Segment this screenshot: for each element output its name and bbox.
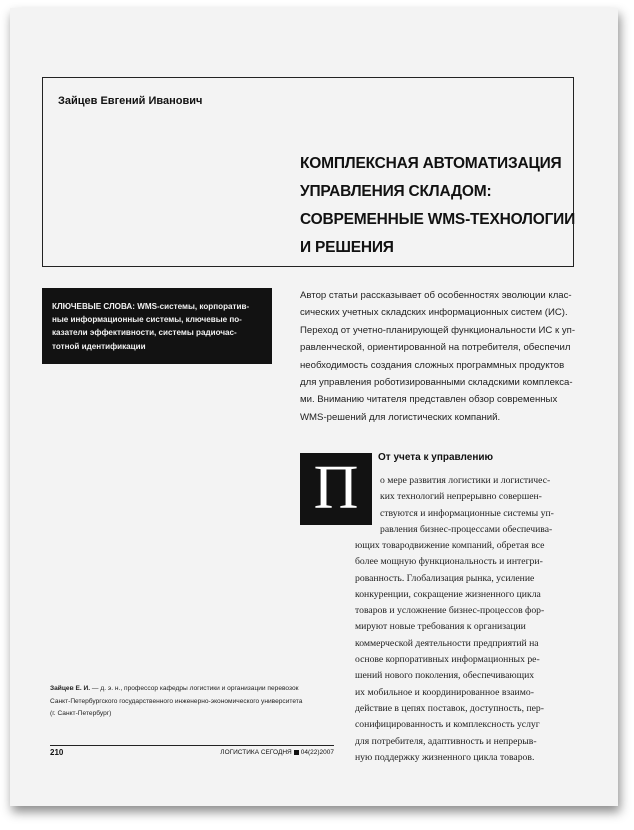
abstract-line: сических учетных складских информационных систем (ИС). — [300, 307, 568, 319]
body-line: для потребителя, адаптивность и непрерыв- — [355, 735, 537, 747]
title-line: И РЕШЕНИЯ — [300, 239, 394, 256]
keywords-box — [42, 288, 272, 364]
body-line: товаров и усложнение бизнес-процессов фор- — [355, 605, 545, 617]
bio-line: (г. Санкт-Петербург) — [50, 710, 112, 717]
abstract-line: для управления роботизированными складскими комплекса- — [300, 377, 573, 389]
body-line: о мере развития логистики и логистичес- — [380, 475, 551, 486]
bio-line — [50, 683, 340, 696]
abstract — [300, 287, 586, 426]
body-line: коммерческой деятельности предприятий на — [355, 637, 539, 649]
square-bullet-icon — [294, 750, 299, 755]
bio-line: Санкт-Петербургского государственного инженерно-экономического университета — [50, 697, 303, 705]
abstract-line: Автор статьи рассказывает об особенностях эволюции клас- — [300, 290, 572, 301]
author-name: Зайцев Евгений Иванович — [58, 95, 203, 107]
body-line: рованность. Глобализация рынка, усиление — [355, 572, 535, 584]
keywords-line: тотной идентификации — [52, 341, 146, 351]
keywords-line: казатели эффективности, системы радиочас- — [52, 328, 237, 338]
bio-name: Зайцев Е. И. — [50, 685, 91, 692]
body-line: их мобильное и координированное взаимо- — [355, 686, 534, 698]
abstract-line: Переход от учетно-планирующей функциональности ИС к уп- — [300, 324, 576, 336]
body-line: конкуренции, сокращение жизненного цикла — [355, 588, 541, 600]
abstract-line: WMS-решений для логистических компаний. — [300, 411, 501, 423]
article-title — [300, 150, 576, 262]
body-line: ствуются и информационные системы уп- — [380, 507, 554, 519]
body-line: равления бизнес-процессами обеспечива- — [380, 523, 553, 535]
title-line: СОВРЕМЕННЫЕ WMS-ТЕХНОЛОГИИ — [300, 211, 576, 228]
body-indented — [380, 473, 554, 538]
abstract-line: ми. Вниманию читателя представлен обзор современных — [300, 394, 558, 406]
title-line: УПРАВЛЕНИЯ СКЛАДОМ: — [300, 183, 492, 200]
body-line: более мощную функциональность и интегри- — [355, 556, 543, 568]
footer-rule — [50, 745, 334, 746]
body-line: основе корпоративных информационных ре- — [355, 654, 540, 666]
body-line: ную поддержку жизненного цикла товаров. — [355, 751, 535, 763]
body-line: сонифицированность и комплексность услуг — [355, 719, 540, 731]
abstract-line: необходимость создания сложных программных продуктов — [300, 359, 565, 371]
keywords-line: ные информационные системы, ключевые по- — [52, 315, 242, 325]
section-heading: От учета к управлению — [378, 452, 494, 463]
title-line: КОМПЛЕКСНАЯ АВТОМАТИЗАЦИЯ — [300, 155, 562, 172]
body-line: действие в цепях поставок, доступность, пер- — [355, 702, 545, 714]
bio-text: — д. э. н., профессор кафедры логистики и организации перевозок — [90, 685, 299, 692]
journal-name: ЛОГИСТИКА СЕГОДНЯ — [220, 749, 292, 756]
body-full — [355, 538, 544, 766]
body-line: шений нового поколения, обеспечивающих — [355, 670, 535, 682]
journal-credit — [200, 749, 334, 756]
drop-cap: П — [300, 453, 372, 525]
body-line: ющих товародвижение компаний, обретая все — [355, 540, 545, 551]
author-bio — [50, 683, 340, 721]
journal-issue: 04(22)2007 — [300, 749, 334, 756]
page-number: 210 — [50, 748, 64, 757]
body-line: ких технологий непрерывно совершен- — [380, 491, 542, 503]
body-line: мируют новые требования к организации — [355, 621, 526, 633]
abstract-line: равленческой, ориентированной на потребителя, обеспечил — [300, 342, 571, 354]
keywords-line: КЛЮЧЕВЫЕ СЛОВА: WMS-системы, корпоратив- — [52, 302, 250, 311]
